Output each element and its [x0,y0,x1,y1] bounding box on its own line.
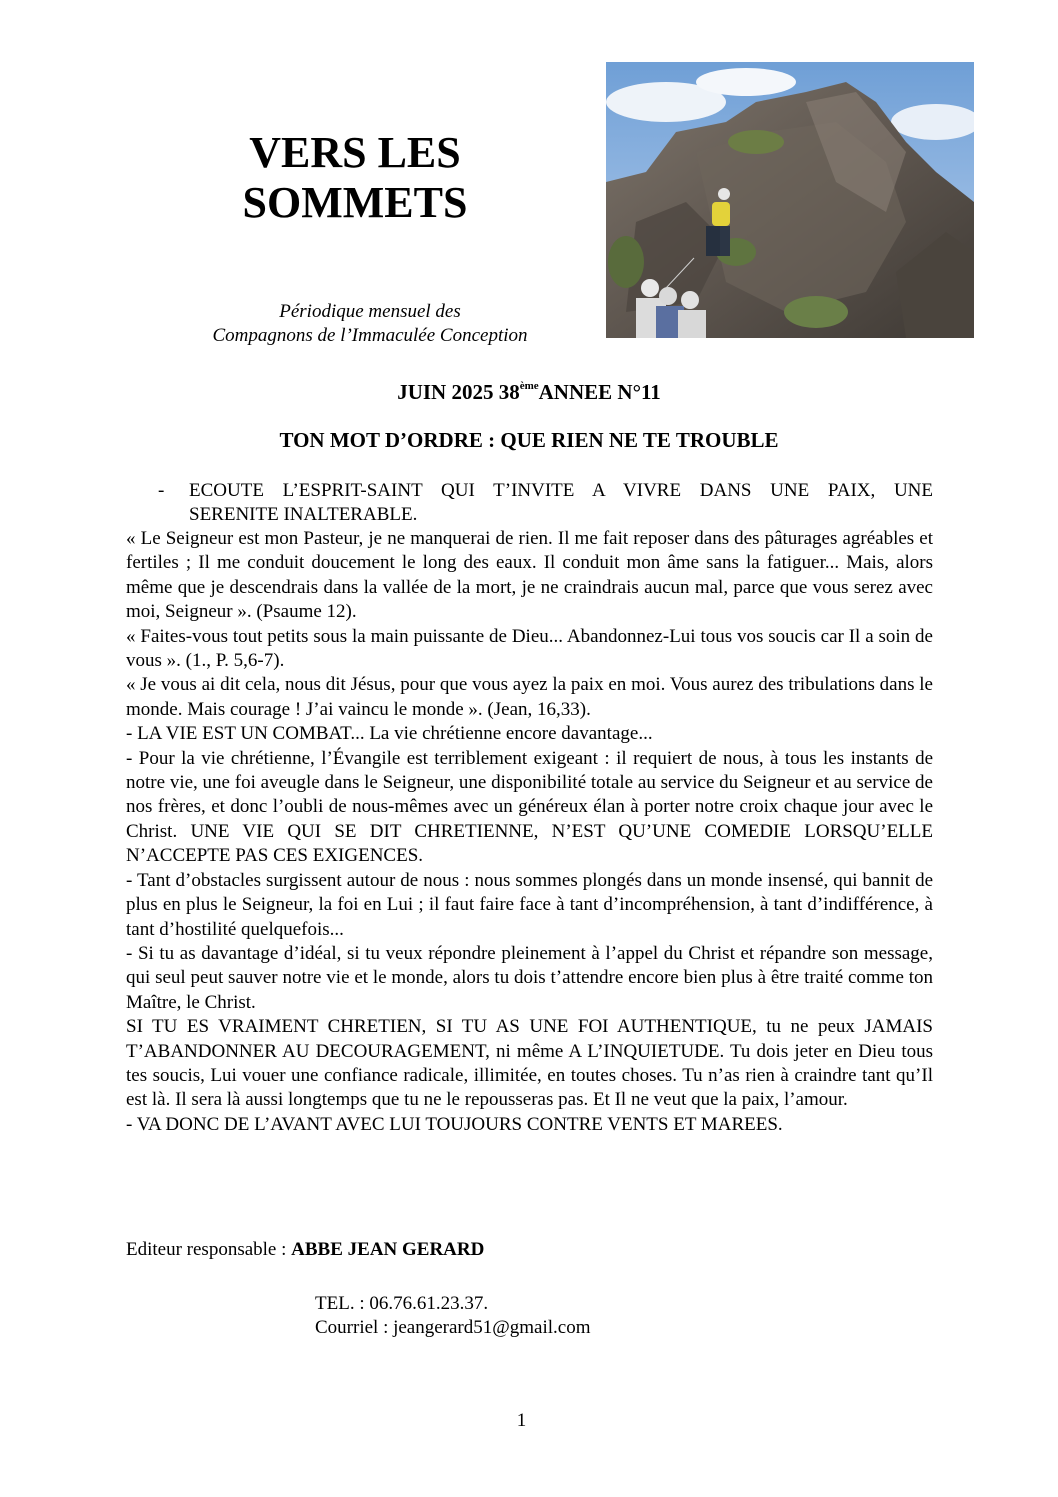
newsletter-subtitle [150,300,590,348]
bullet-line-1: ECOUTE L’ESPRIT-SAINT QUI T’INVITE A VIVRE DANS UNE PAIX, UNE [189,480,933,501]
title-line-2: SOMMETS [242,178,468,227]
paragraph-peter: « Faites-vous tout petits sous la main puissante de Dieu... Abandonnez-Lui tous vos soucis car Il a soin de vous ». (1., P. 5,6-7). [126,625,933,672]
article-headline: TON MOT D’ORDRE : QUE RIEN NE TE TROUBLE [279,428,779,452]
title-line-1: VERS LES [249,128,461,177]
paragraph-ideal: - Si tu as davantage d’idéal, si tu veux répondre pleinement à l’appel du Christ et répandre son message, qui seul peut sauver notre vie et le monde, alors tu dois t’attendre encore bien plus à être traité comme ton Maître, le Christ. [126,942,933,1013]
paragraph-combat: - LA VIE EST UN COMBAT... La vie chrétienne encore davantage... [126,723,653,745]
issue-ordinal-suffix: ème [519,380,539,392]
bullet-line-2: SERENITE INALTERABLE. [189,504,418,525]
paragraph-john: « Je vous ai dit cela, nous dit Jésus, pour que vous ayez la paix en moi. Vous aurez des tribulations dans le monde. Mais courage ! J’ai vaincu le monde ». (Jean, 16,33). [126,674,933,720]
paragraph-gospel: - Pour la vie chrétienne, l’Évangile est terriblement exigeant : il requiert de nous, à tous les instants de notre vie, une foi aveugle dans le Seigneur, une disponibilité totale au service du Seigneur et au service de nos frères, et donc l’oubli de nous-mêmes avec un généreux élan à porter notre croix chaque jour avec le Christ. UNE VIE QUI SE DIT CHRETIENNE, N’EST QU’UNE COMEDIE LORSQU’ELLE N’ACCEPTE PAS CES EXIGENCES. [126,747,933,867]
contact-block [315,1292,591,1340]
climbers-on-rock-photo [606,62,974,338]
newsletter-title [200,128,510,228]
bullet-dash: - [158,480,165,501]
subtitle-line-1: Périodique mensuel des [279,301,461,322]
subtitle-line-2: Compagnons de l’Immaculée Conception [212,325,528,346]
issue-year-number: ANNEE N°11 [538,380,661,404]
issue-info [0,372,1058,406]
paragraph-obstacles: - Tant d’obstacles surgissent autour de nous : nous sommes plongés dans un monde insensé, qui bannit de plus en plus le Seigneur, la foi en Lui ; il faut faire face à tant d’incompréhension, à tant d’indifférence, à tant d’hostilité quelquefois... [126,869,933,940]
issue-date: JUIN 2025 38 [397,380,520,404]
editor-label: Editeur responsable : [126,1239,292,1260]
phone-number: TEL. : 06.76.61.23.37. [315,1293,489,1314]
page-number: 1 [516,1410,527,1431]
editor-name: ABBE JEAN GERARD [291,1239,485,1260]
article-body [126,527,933,1137]
bullet-text [189,479,933,527]
email-address: Courriel : jeangerard51@gmail.com [315,1317,591,1338]
paragraph-closing: - VA DONC DE L’AVANT AVEC LUI TOUJOURS CONTRE VENTS ET MAREES. [126,1113,783,1135]
paragraph-faith: SI TU ES VRAIMENT CHRETIEN, SI TU AS UNE FOI AUTHENTIQUE, tu ne peux JAMAIS T’ABANDONNER AU DECOURAGEMENT, ni même A L’INQUIETUDE. Tu dois jeter en Dieu tous tes soucis, Lui vouer une confiance radicale, illimitée, en toutes choses. Tu n’as rien à craindre tant qu’Il est là. Il sera là aussi longtemps que tu ne le repousseras pas. Et Il ne veut que la paix, l’amour. [126,1016,933,1111]
editor-line [126,1238,484,1262]
paragraph-psalm: « Le Seigneur est mon Pasteur, je ne manquerai de rien. Il me fait reposer dans des pâturages agréables et fertiles ; Il me conduit doucement le long des eaux. Il conduit mon âme sans la fatiguer... Mais, alors même que je descendrais dans la vallée de la mort, je ne craindrais aucun mal, parce que vous serez avec moi, Seigneur ». (Psaume 12). [126,528,933,623]
